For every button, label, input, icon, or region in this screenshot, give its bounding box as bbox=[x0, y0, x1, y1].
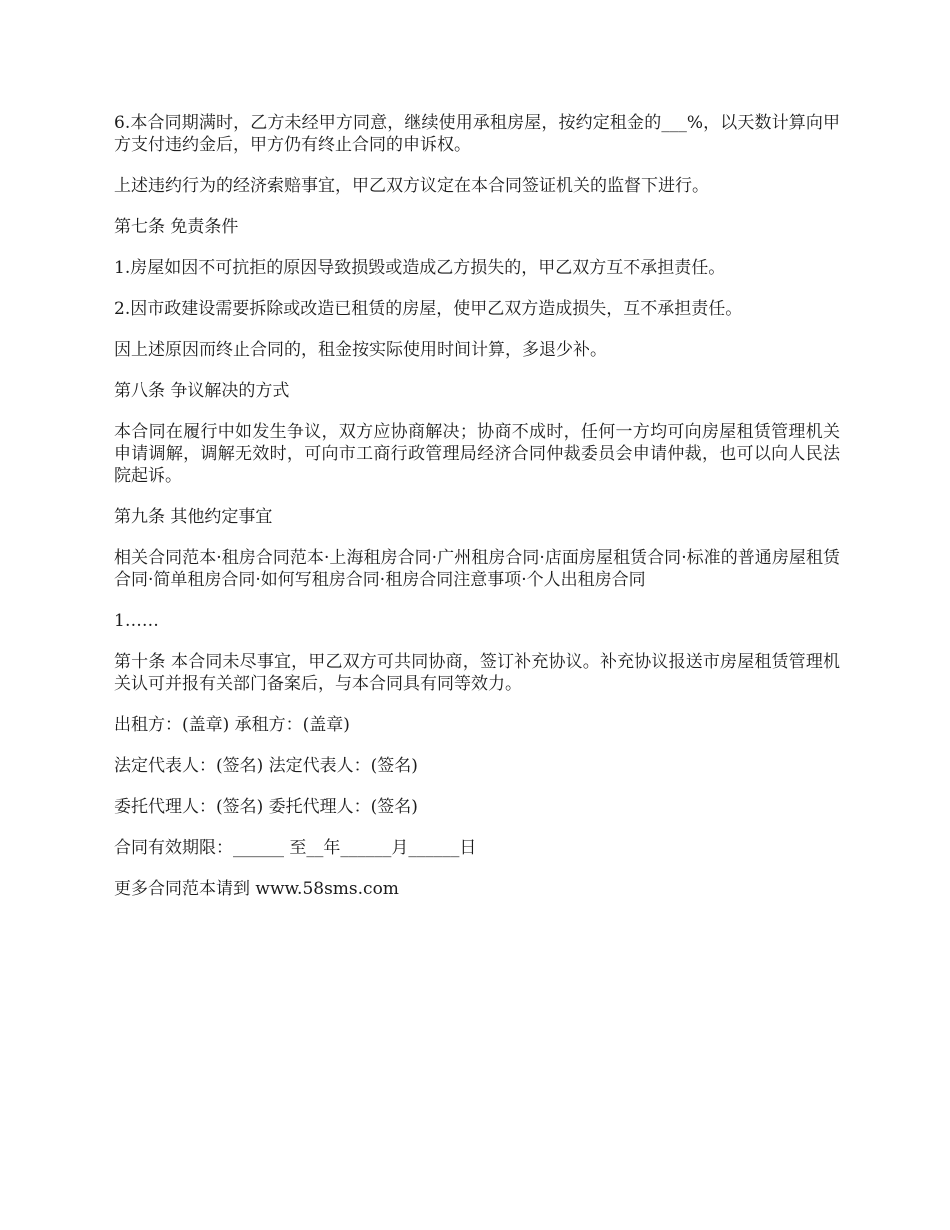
legal-representative-line: 法定代表人：(签名) 法定代表人：(签名) bbox=[114, 756, 418, 776]
more-templates-line: 更多合同范本请到 www.58sms.com bbox=[114, 879, 399, 899]
breach-claim-paragraph: 上述违约行为的经济索赔事宜，甲乙双方议定在本合同签证机关的监督下进行。 bbox=[114, 176, 709, 196]
article-7-heading: 第七条 免责条件 bbox=[114, 217, 239, 237]
article-7-item-2: 2.因市政建设需要拆除或改造已租赁的房屋，使甲乙双方造成损失，互不承担责任。 bbox=[114, 299, 743, 319]
article-7-item-1: 1.房屋如因不可抗拒的原因导致损毁或造成乙方损失的，甲乙双方互不承担责任。 bbox=[114, 258, 726, 278]
dispute-resolution-paragraph: 本合同在履行中如发生争议，双方应协商解决；协商不成时，任何一方均可向房屋租赁管理机关申请调解，调解无效时，可向市工商行政管理局经济合同仲裁委员会申请仲裁，也可以向人民法院起诉。 bbox=[114, 422, 840, 486]
article-7-rent-paragraph: 因上述原因而终止合同的，租金按实际使用时间计算，多退少补。 bbox=[114, 340, 607, 360]
article-10-paragraph: 第十条 本合同未尽事宜，甲乙双方可共同协商，签订补充协议。补充协议报送市房屋租赁管理机关认可并报有关部门备案后，与本合同具有同等效力。 bbox=[114, 652, 840, 694]
contract-validity-line: 合同有效期限：______ 至__年______月______日 bbox=[114, 838, 477, 858]
article-9-item-1: 1…… bbox=[114, 611, 159, 631]
article-9-heading: 第九条 其他约定事宜 bbox=[114, 507, 273, 527]
article-8-heading: 第八条 争议解决的方式 bbox=[114, 381, 290, 401]
document-end bbox=[114, 919, 840, 920]
related-contracts-paragraph: 相关合同范本·租房合同范本·上海租房合同·广州租房合同·店面房屋租赁合同·标准的普通房屋租赁合同·简单租房合同·如何写租房合同·租房合同注意事项·个人出租房合同 bbox=[114, 548, 840, 590]
clause-6-paragraph: 6.本合同期满时，乙方未经甲方同意，继续使用承租房屋，按约定租金的___%，以天数计算向甲方支付违约金后，甲方仍有终止合同的申诉权。 bbox=[114, 113, 840, 155]
authorized-agent-line: 委托代理人：(签名) 委托代理人：(签名) bbox=[114, 797, 418, 817]
parties-seal-line: 出租方：(盖章) 承租方：(盖章) bbox=[114, 715, 350, 735]
